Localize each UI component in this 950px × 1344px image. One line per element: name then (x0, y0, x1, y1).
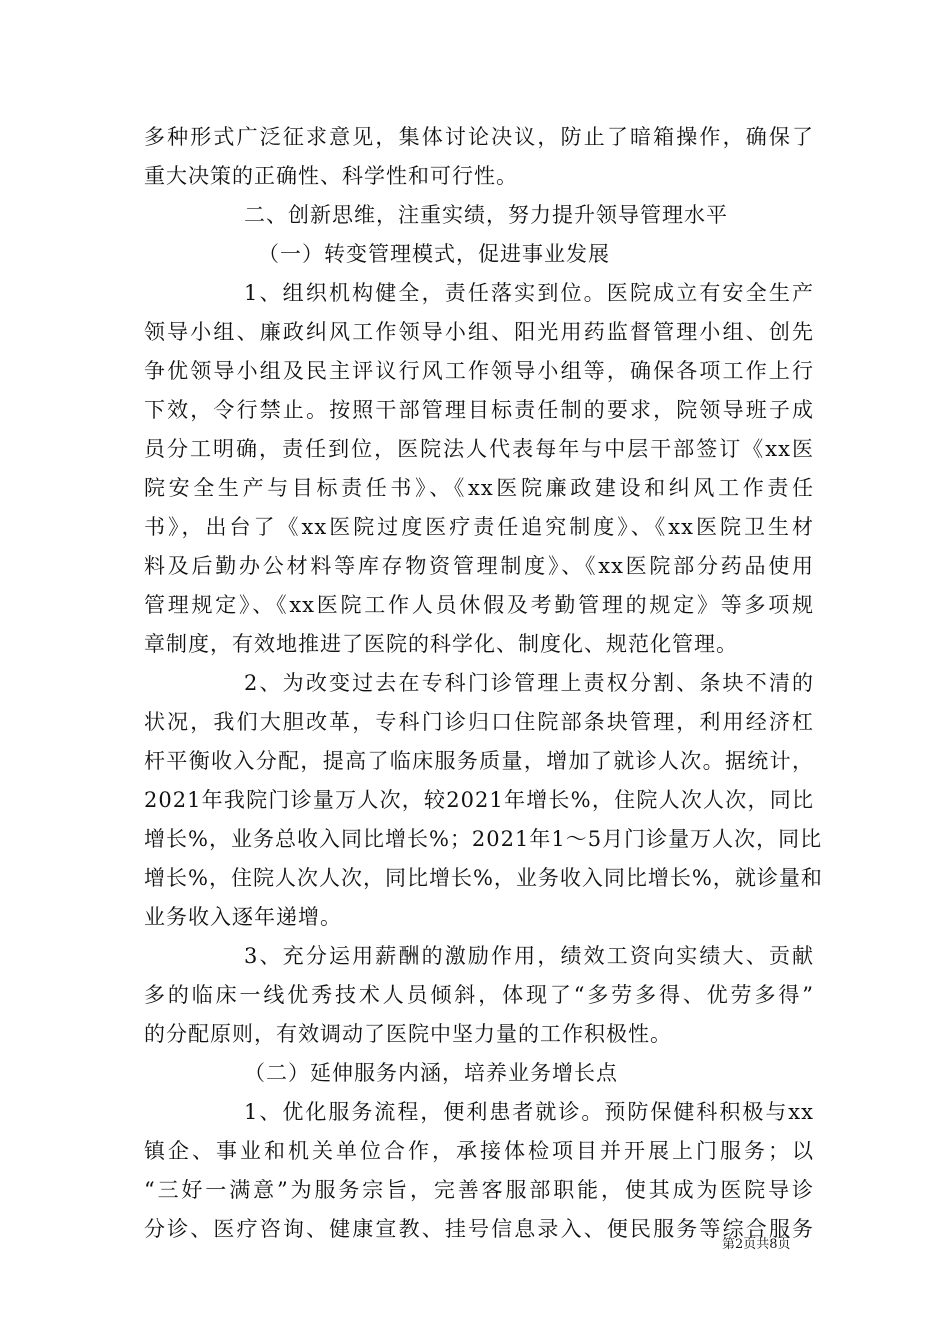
body-line: 的分配原则，有效调动了医院中坚力量的工作积极性。 (144, 1022, 672, 1046)
body-line: 重大决策的正确性、科学性和可行性。 (144, 164, 518, 188)
body-line: 1、组织机构健全，责任落实到位。医院成立有安全生产 (244, 281, 814, 305)
body-line: 2、为改变过去在专科门诊管理上责权分割、条块不清的 (244, 671, 814, 695)
document-body (144, 118, 823, 1249)
body-line: 增长%，住院人次人次，同比增长%，业务收入同比增长%，就诊量和 (144, 866, 823, 890)
body-line: 分诊、医疗咨询、健康宣教、挂号信息录入、便民服务等综合服务 (144, 1217, 814, 1241)
page-number: 第2页共8页 (722, 1237, 791, 1252)
body-line: 业务收入逐年递增。 (144, 905, 342, 929)
body-line: 争优领导小组及民主评议行风工作领导小组等，确保各项工作上行 (144, 359, 814, 383)
section-heading: 二、创新思维，注重实绩，努力提升领导管理水平 (244, 203, 728, 227)
body-line: 多种形式广泛征求意见，集体讨论决议，防止了暗箱操作，确保了 (144, 125, 814, 149)
body-line: 书》，出台了《xx医院过度医疗责任追究制度》、《xx医院卫生材 (144, 515, 814, 539)
body-line: 院安全生产与目标责任书》、《xx医院廉政建设和纠风工作责任 (144, 476, 814, 500)
body-line: 章制度，有效地推进了医院的科学化、制度化、规范化管理。 (144, 632, 738, 656)
body-line: 3、充分运用薪酬的激励作用，绩效工资向实绩大、贡献 (244, 944, 814, 968)
body-line: 1、优化服务流程，便利患者就诊。预防保健科积极与xx (244, 1100, 814, 1124)
body-line: “三好一满意”为服务宗旨，完善客服部职能，使其成为医院导诊 (144, 1178, 814, 1202)
body-line: 状况，我们大胆改革，专科门诊归口住院部条块管理，利用经济杠 (144, 710, 814, 734)
body-line: 管理规定》、《xx医院工作人员休假及考勤管理的规定》等多项规 (144, 593, 814, 617)
body-line: 料及后勤办公材料等库存物资管理制度》、《xx医院部分药品使用 (144, 554, 814, 578)
body-line: 杆平衡收入分配，提高了临床服务质量，增加了就诊人次。据统计， (144, 749, 814, 773)
subsection-heading: （二）延伸服务内涵，培养业务增长点 (244, 1061, 618, 1085)
body-line: 员分工明确，责任到位，医院法人代表每年与中层干部签订《xx医 (144, 437, 814, 461)
body-line: 领导小组、廉政纠风工作领导小组、阳光用药监督管理小组、创先 (144, 320, 814, 344)
body-line: 下效，令行禁止。按照干部管理目标责任制的要求，院领导班子成 (144, 398, 814, 422)
body-line: 镇企、事业和机关单位合作，承接体检项目并开展上门服务；以 (144, 1139, 814, 1163)
body-line: 多的临床一线优秀技术人员倾斜，体现了“多劳多得、优劳多得” (144, 983, 814, 1007)
body-line: 增长%，业务总收入同比增长%；2021年1～5月门诊量万人次，同比 (144, 827, 823, 851)
subsection-heading: （一）转变管理模式，促进事业发展 (258, 242, 610, 266)
body-line: 2021年我院门诊量万人次，较2021年增长%，住院人次人次，同比 (144, 788, 814, 812)
